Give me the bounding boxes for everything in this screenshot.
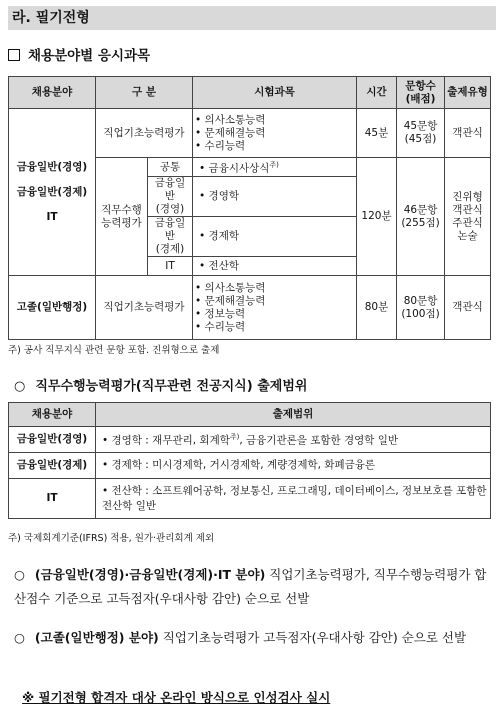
section-heading-scope (14, 375, 307, 394)
header-time: 시간 (357, 77, 397, 109)
header-count: 문항수 (배점) (397, 77, 445, 109)
job-row-subject: • 금융시사상식$^{주)}$ (193, 158, 357, 177)
scope-text: • 경영학 : 재무관리, 회계학$^{주)}$, 금융기관론을 포함한 경영학 일반 (96, 427, 491, 453)
subjects-table (8, 76, 491, 340)
bullet-text: 직업기초능력평가, 직무수행능력평가 합산점수 기준으로 고득점자(우대사항 감안) 순으로 선발 (14, 567, 487, 606)
job-time: 120분 (357, 158, 397, 276)
bullet-bold: (고졸(일반행정) 분야) (34, 630, 159, 645)
high-subjects (193, 276, 357, 340)
job-row-subject: • 전산학 (193, 257, 357, 276)
bullet-item (14, 563, 492, 611)
high-label: 직업기초능력평가 (96, 276, 193, 340)
ncs-type: 객관식 (445, 109, 491, 158)
subject-item: • 의사소통능력 (195, 281, 266, 294)
scope-field: 금융일반(경영) (9, 427, 96, 453)
job-label: 직무수행 능력평가 (96, 158, 148, 276)
job-row-subject: • 경제학 (193, 217, 357, 257)
header-scope: 출제범위 (96, 403, 491, 427)
bullet-item (14, 626, 492, 650)
circle-bullet-icon: ○ (14, 630, 25, 645)
scope-field: IT (9, 479, 96, 519)
ncs-label: 직업기초능력평가 (96, 109, 193, 158)
field-cell-main (9, 109, 96, 276)
subject-item: • 문제해결능력 (195, 294, 266, 307)
field-finance-management: 금융일반(경영) (16, 160, 88, 173)
section-heading-text: 채용분야별 응시과목 (28, 48, 151, 64)
ncs-count: 45문항 (45점) (397, 109, 445, 158)
bullet-bold: (금융일반(경영)·금융일반(경제)·IT 분야) (34, 567, 266, 582)
header-category: 구 분 (96, 77, 193, 109)
page-title: 라. 필기전형 (8, 6, 496, 30)
subject-item: • 수리능력 (195, 320, 246, 333)
field-high-school: 고졸(일반행정) (9, 276, 96, 340)
scope-table (8, 402, 491, 519)
job-row-name: 금융일반 (경영) (148, 177, 193, 217)
scope-field: 금융일반(경제) (9, 453, 96, 479)
job-type: 진위형 객관식 주관식 논술 (445, 158, 491, 276)
bullet-text: 직업기초능력평가 고득점자(우대사항 감안) 순으로 선발 (158, 630, 467, 645)
subject-item: • 정보능력 (195, 307, 246, 320)
high-count: 80문항 (100점) (397, 276, 445, 340)
job-row-subject: • 경영학 (193, 177, 357, 217)
scope-text: • 경제학 : 미시경제학, 거시경제학, 계량경제학, 화폐금융론 (96, 453, 491, 479)
header-subjects: 시험과목 (193, 77, 357, 109)
section-heading-text: 직무수행능력평가(직무관련 전공지식) 출제범위 (35, 379, 308, 394)
header-field: 채용분야 (9, 77, 96, 109)
header-field: 채용분야 (9, 403, 96, 427)
circle-bullet-icon: ○ (14, 379, 26, 394)
table2-footnote: 주) 국제회계기준(IFRS) 적용, 원가·관리회계 제외 (8, 533, 215, 544)
final-notice: ※ 필기전형 합격자 대상 온라인 방식으로 인성검사 실시 (22, 690, 331, 705)
subject-item: • 의사소통능력 (195, 113, 266, 126)
job-row-name: IT (148, 257, 193, 276)
checkbox-square-icon (8, 49, 20, 61)
subject-item: • 문제해결능력 (195, 126, 266, 139)
subject-item: • 수리능력 (195, 139, 246, 152)
field-it: IT (46, 210, 58, 223)
field-finance-economics: 금융일반(경제) (16, 185, 88, 198)
job-count: 46문항 (255점) (397, 158, 445, 276)
job-row-name: 금융일반 (경제) (148, 217, 193, 257)
high-type: 객관식 (445, 276, 491, 340)
header-type: 출제유형 (445, 77, 491, 109)
ncs-time: 45분 (357, 109, 397, 158)
section-heading-subjects (8, 44, 150, 64)
circle-bullet-icon: ○ (14, 567, 25, 582)
high-time: 80분 (357, 276, 397, 340)
scope-text: • 전산학 : 소프트웨어공학, 정보통신, 프로그래밍, 데이터베이스, 정보보호를 포함한 전산학 일반 (96, 479, 491, 519)
ncs-subjects (193, 109, 357, 158)
table1-footnote: 주) 공사 직무지식 관련 문항 포함. 진위형으로 출제 (8, 345, 220, 356)
job-row-name: 공통 (148, 158, 193, 177)
